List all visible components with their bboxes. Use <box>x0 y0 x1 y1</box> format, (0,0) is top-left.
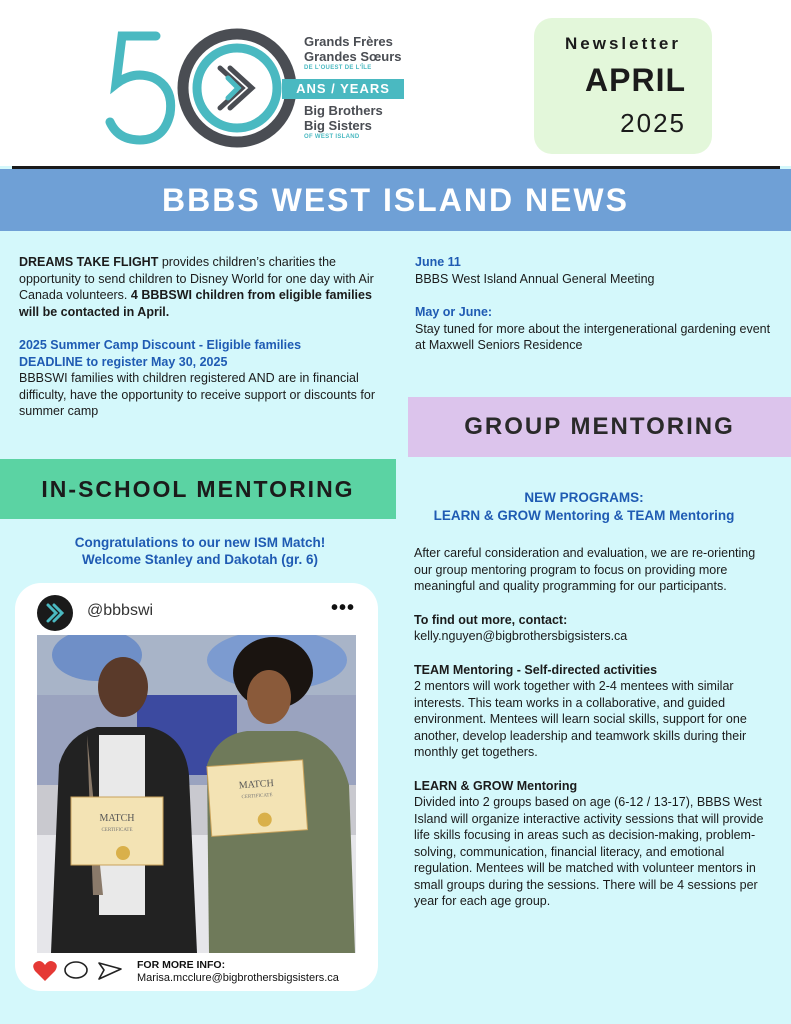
team-title: TEAM Mentoring - Self-directed activities <box>414 662 658 677</box>
dreams-paragraph: DREAMS TAKE FLIGHT provides children’s charities the opportunity to send children to Disney World for one day with Air Canada volunteers. 4 BBBSWI children from eligible families will be contacted in April. <box>19 255 374 319</box>
newsletter-year: 2025 <box>620 108 686 138</box>
group-intro: After careful consideration and evaluation, we are re-orienting our group mentoring program to focus on providing more meaningful and quality programming for our participants. <box>414 546 756 593</box>
cert-title-left: MATCH <box>99 813 135 824</box>
newsletter-month: APRIL <box>585 62 686 98</box>
event-date-1: June 11 <box>415 255 461 269</box>
heart-icon[interactable] <box>33 961 57 981</box>
social-post-card <box>15 583 378 991</box>
news-left-column <box>19 254 381 420</box>
ism-congrats: Congratulations to our new ISM Match! Welcome Stanley and Dakotah (gr. 6) <box>74 535 326 567</box>
more-info-email[interactable]: Marisa.mcclure@bigbrothersbigsisters.ca <box>137 972 339 984</box>
more-icon[interactable]: ••• <box>331 597 356 619</box>
logo-text-en: Big Brothers Big Sisters OF WEST ISLAND <box>304 103 383 140</box>
logo-text-fr: Grands Frères Grandes Sœurs DE L'OUEST DE L'ÎLE <box>304 34 402 71</box>
group-mentoring-banner: GROUP MENTORING <box>408 397 791 457</box>
camp-text: BBBSWI families with children registered AND are in financial difficulty, have the opportunity to receive support or discounts for summer camp <box>19 371 375 418</box>
contact-email[interactable]: kelly.nguyen@bigbrothersbigsisters.ca <box>414 629 628 643</box>
camp-title: 2025 Summer Camp Discount - Eligible families <box>19 338 302 352</box>
account-handle[interactable]: @bbbswi <box>87 602 154 619</box>
cert-sub-right: CERTIFICATE <box>241 793 273 801</box>
team-text: 2 mentors will work together with 2-4 mentees with similar interests. This team works in a collaborative, and guided environment. Mentees will learn social skills, support for one another, develop leadership and teamwork skills during their monthly get togethers. <box>414 679 747 759</box>
news-right-column <box>415 254 775 354</box>
comment-icon[interactable] <box>65 962 87 978</box>
card-footer <box>31 957 371 987</box>
learn-grow-text: Divided into 2 groups based on age (6-12 / 13-17), BBBS West Island will organize interactive activity sessions that will provide life skills focusing in areas such as decision-making, problem-solving, communication, financial literacy, and emotional regulation. Mentees will be matched with volunteer mentors in small groups during the sessions. There will be 4 sessions per year for each age group. <box>414 795 764 908</box>
header <box>0 0 791 166</box>
more-info-label: FOR MORE INFO: <box>137 959 226 971</box>
bbbs-logo-icon[interactable] <box>37 595 73 631</box>
cert-sub-left: CERTIFICATE <box>101 828 133 833</box>
send-icon[interactable] <box>99 963 121 979</box>
new-programs-title: NEW PROGRAMS: LEARN & GROW Mentoring & TEAM Mentoring <box>433 490 735 523</box>
event-text-1: BBBS West Island Annual General Meeting <box>415 271 655 286</box>
learn-grow-title: LEARN & GROW Mentoring <box>414 778 578 793</box>
match-photo <box>37 635 356 953</box>
group-mentoring-column <box>414 489 776 910</box>
event-text-2: Stay tuned for more about the intergenerational gardening event at Maxwell Seniors Residence <box>415 321 771 352</box>
event-date-2: May or June: <box>415 305 493 319</box>
newsletter-label: Newsletter <box>565 34 681 53</box>
ans-years-bar: ANS / YEARS <box>282 79 404 99</box>
in-school-mentoring-banner: IN-SCHOOL MENTORING <box>0 459 396 519</box>
news-banner: BBBS WEST ISLAND NEWS <box>0 169 791 231</box>
camp-deadline: DEADLINE to register May 30, 2025 <box>19 354 228 369</box>
newsletter-badge <box>534 18 712 154</box>
cert-title-right: MATCH <box>238 777 275 792</box>
contact-label: To find out more, contact: <box>414 612 568 627</box>
